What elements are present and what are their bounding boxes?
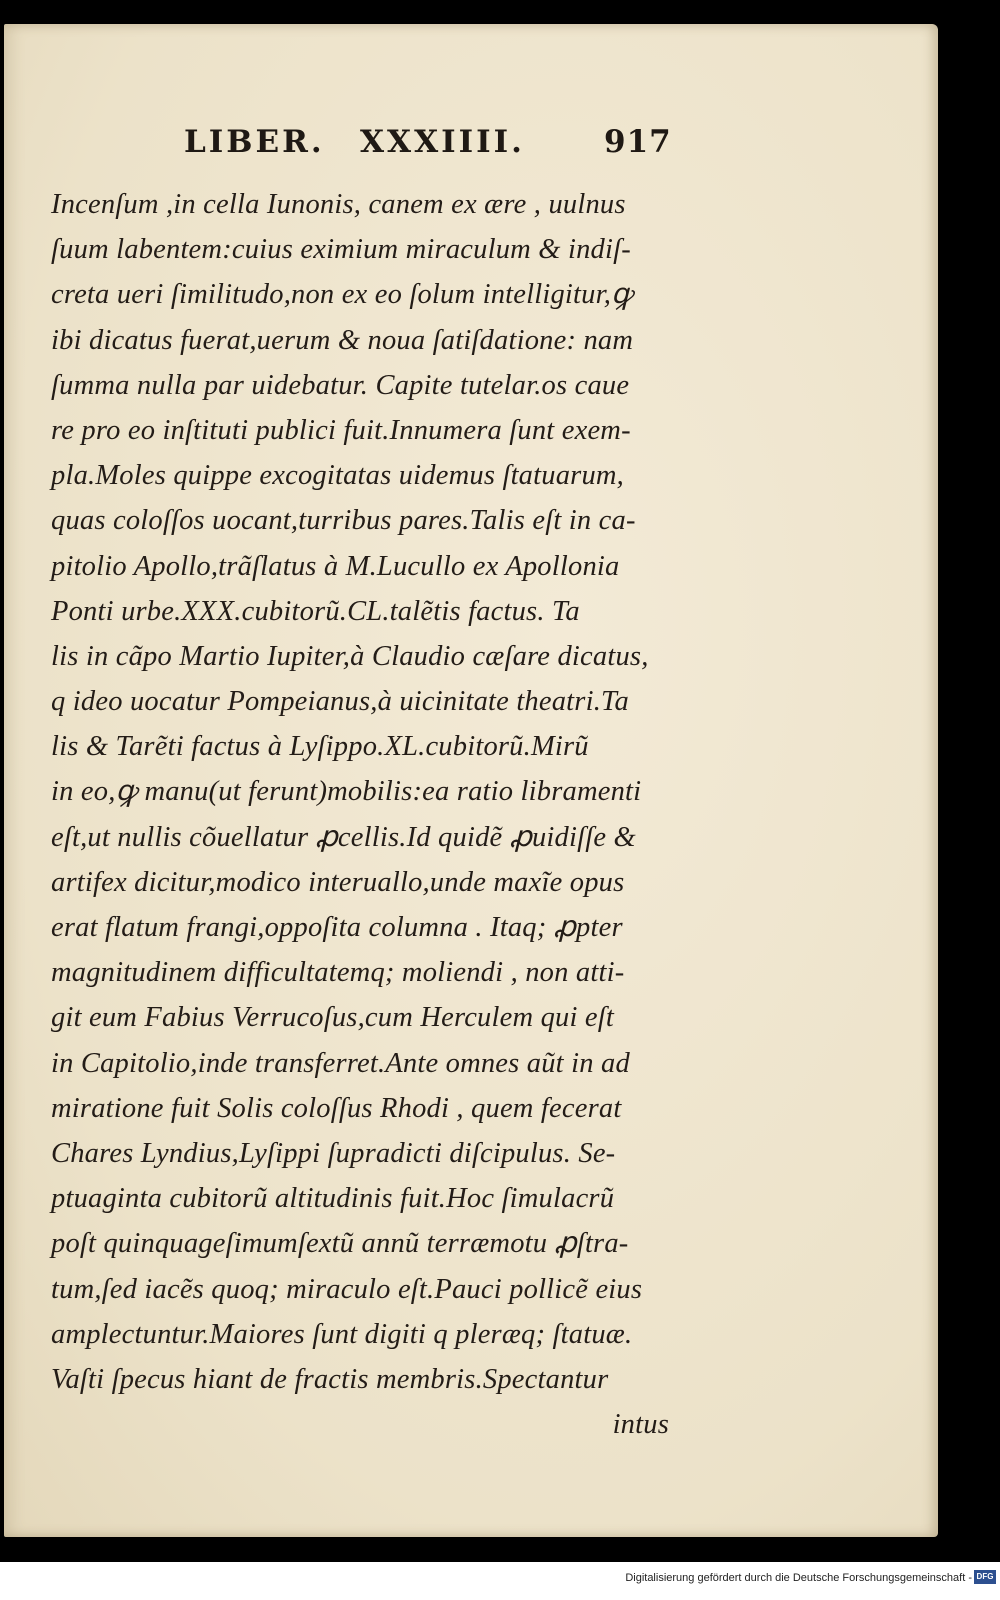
text-line: lis in cãpo Martio Iupiter,à Claudio cæſare dicatus, [51,640,649,672]
body-text [51,182,671,1447]
running-head-title: LIBER. [184,124,325,160]
text-line: quas coloſſos uocant,turribus pares.Talis eſt in ca- [51,505,636,537]
text-line: amplectuntur.Maiores ſunt digiti q pleræq; ſtatuæ. [51,1318,633,1350]
text-line: creta ueri ſimilitudo,non ex eo ſolum intelligitur,ꝙ [51,279,633,311]
running-head [4,124,938,174]
text-line: poſt quinquageſimumſextũ annũ terræmotu ꝓſtra- [51,1228,629,1260]
text-line: miratione fuit Solis coloſſus Rhodi , quem fecerat [51,1092,622,1124]
text-line: Chares Lyndius,Lyſippi ſupradicti diſcipulus. Se- [51,1137,616,1169]
text-line: magnitudinem difficultatemq; moliendi , non atti- [51,957,625,989]
text-line: lis & Tarẽti factus à Lyſippo.XL.cubitorũ.Mirũ [51,731,589,763]
text-line: Ponti urbe.XXX.cubitorũ.CL.talẽtis factus. Ta [51,595,580,627]
text-line: Incenſum ,in cella Iunonis, canem ex ære , uulnus [51,189,626,220]
text-line: q ideo uocatur Pompeianus,à uicinitate theatri.Ta [51,686,629,718]
text-line: erat flatum frangi,oppoſita columna . Itaq; ꝓpter [51,912,623,943]
text-line: ſumma nulla par uidebatur. Capite tutelar.os caue [51,369,630,401]
text-line: ptuaginta cubitorũ altitudinis fuit.Hoc ſimulacrũ [51,1183,615,1215]
text-line: pitolio Apollo,trãſlatus à M.Lucullo ex Apollonia [51,550,620,582]
text-line: ibi dicatus fuerat,uerum & noua ſatiſdatione: nam [51,324,634,356]
dfg-logo-icon: DFG [974,1570,996,1584]
book-page [4,24,938,1537]
digitization-footer [0,1562,1000,1600]
text-line: eſt,ut nullis cõuellatur ꝓcellis.Id quidẽ ꝓuidiſſe & [51,821,636,853]
running-head-book-number: XXXIIII. [360,124,525,160]
text-line: pla.Moles quippe excogitatas uidemus ſtatuarum, [51,460,624,492]
page-number: 917 [604,124,672,160]
text-line: git eum Fabius Verrucoſus,cum Herculem qui eſt [51,1002,615,1034]
text-line: ſuum labentem:cuius eximium miraculum & indiſ- [51,234,631,266]
text-line: in eo,ꝙ manu(ut ferunt)mobilis:ea ratio libramenti [51,776,642,808]
text-line: Vaſti ſpecus hiant de fractis membris.Spectantur [51,1363,609,1395]
text-line: re pro eo inſtituti publici fuit.Innumera ſunt exem- [51,414,631,446]
text-line: tum,ſed iacẽs quoq; miraculo eſt.Pauci pollicẽ eius [51,1273,643,1305]
text-line: artifex dicitur,modico interuallo,unde maxĩe opus [51,866,625,898]
funding-credit: Digitalisierung gefördert durch die Deutsche Forschungsgemeinschaft - [625,1572,972,1584]
catchword: intus [612,1409,669,1441]
text-line: in Capitolio,inde transferret.Ante omnes aũt in ad [51,1047,630,1079]
